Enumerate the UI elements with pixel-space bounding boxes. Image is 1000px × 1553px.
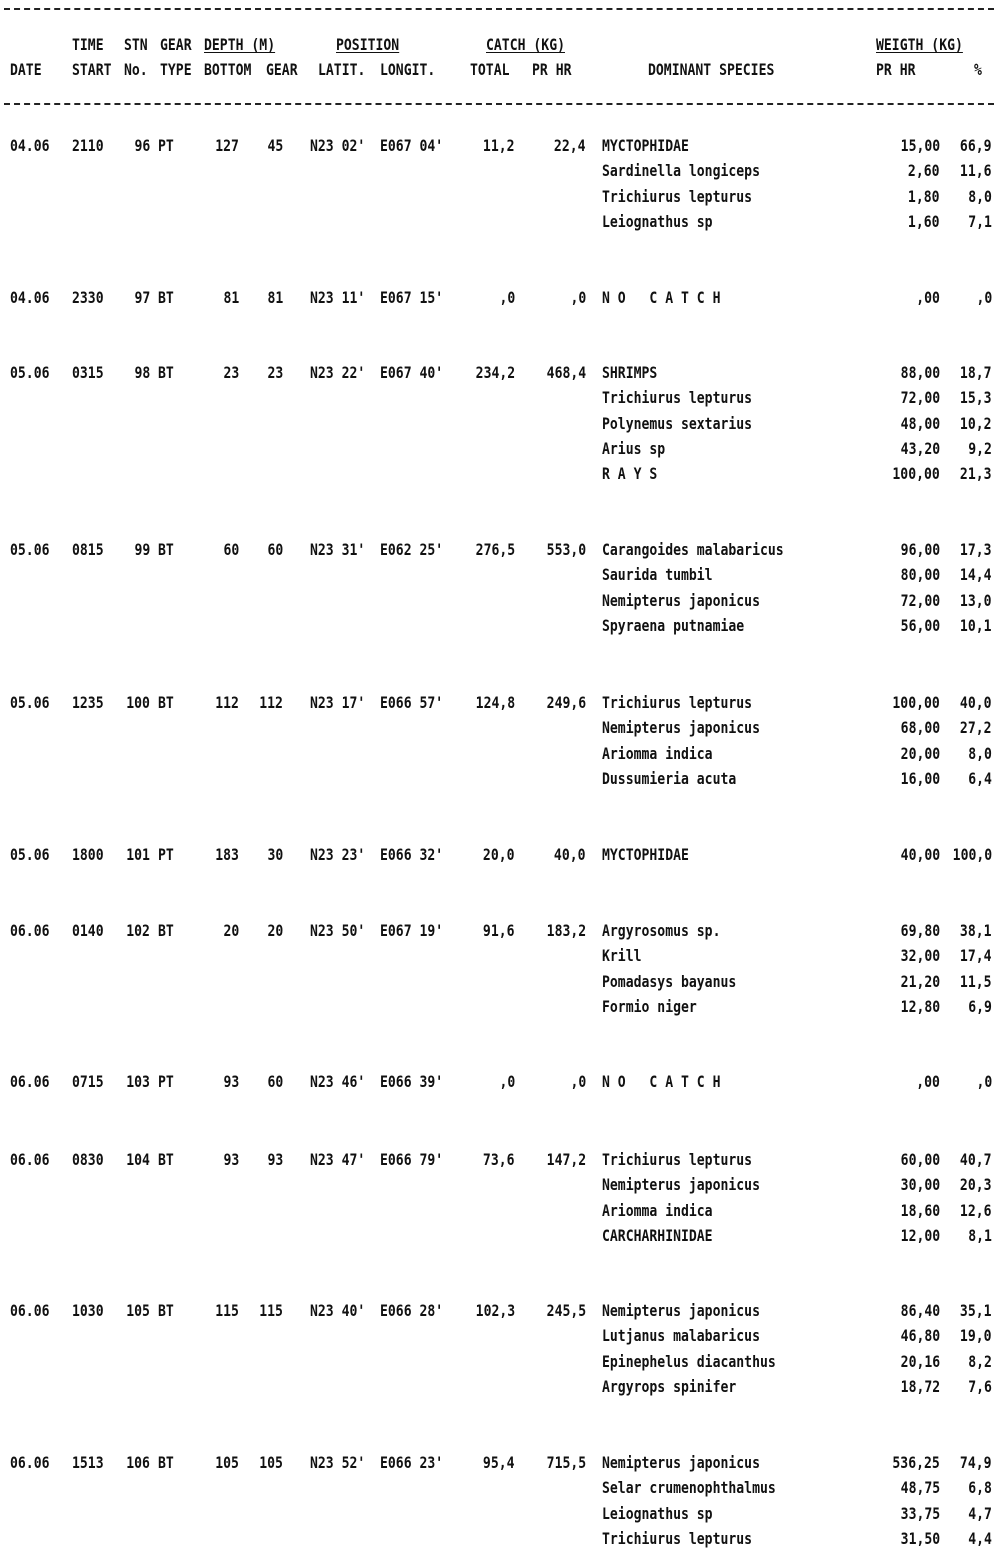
header-gear: GEAR — [160, 35, 192, 54]
species-percent: 17,3 — [960, 540, 992, 559]
species-percent: 6,8 — [968, 1478, 992, 1497]
species-percent: 17,4 — [960, 946, 992, 965]
species-name: Epinephelus diacanthus — [602, 1352, 776, 1371]
station-gear: BT — [158, 363, 174, 382]
station-stn: 105 — [126, 1301, 150, 1320]
species-weight: ,00 — [916, 288, 940, 307]
station-lat: N23 23' — [310, 845, 366, 864]
station-lon: E066 32' — [380, 845, 444, 864]
species-weight: 32,00 — [900, 946, 940, 965]
species-weight: 2,60 — [908, 161, 940, 180]
species-percent: 6,9 — [968, 997, 992, 1016]
species-percent: 18,7 — [960, 363, 992, 382]
station-stn: 102 — [126, 921, 150, 940]
station-date: 06.06 — [10, 1453, 50, 1472]
station-time: 0715 — [72, 1072, 104, 1091]
species-percent: 15,3 — [960, 388, 992, 407]
header-time: TIME — [72, 35, 104, 54]
species-name: Argyrosomus sp. — [602, 921, 721, 940]
species-name: Arius sp — [602, 439, 666, 458]
species-weight: 72,00 — [900, 591, 940, 610]
species-percent: 11,5 — [960, 972, 992, 991]
station-depth-bottom: 112 — [215, 693, 239, 712]
station-date: 05.06 — [10, 693, 50, 712]
station-lon: E066 79' — [380, 1150, 444, 1169]
species-weight: 46,80 — [900, 1326, 940, 1345]
species-weight: 21,20 — [900, 972, 940, 991]
station-lat: N23 47' — [310, 1150, 366, 1169]
species-weight: 18,72 — [900, 1377, 940, 1396]
species-percent: 21,3 — [960, 464, 992, 483]
species-weight: 48,75 — [900, 1478, 940, 1497]
station-depth-gear: 45 — [267, 136, 283, 155]
station-gear: BT — [158, 1150, 174, 1169]
station-total: 11,2 — [483, 136, 515, 155]
header-stn: STN — [124, 35, 148, 54]
station-stn: 96 — [134, 136, 150, 155]
species-weight: 80,00 — [900, 565, 940, 584]
header-position: POSITION — [336, 35, 400, 54]
species-weight: 20,00 — [900, 744, 940, 763]
species-percent: 8,0 — [968, 187, 992, 206]
station-depth-bottom: 60 — [223, 540, 239, 559]
station-stn: 97 — [134, 288, 150, 307]
species-percent: 10,1 — [960, 616, 992, 635]
species-name: Nemipterus japonicus — [602, 1301, 760, 1320]
station-depth-gear: 112 — [259, 693, 283, 712]
header-bottom: BOTTOM — [204, 60, 252, 79]
station-lat: N23 52' — [310, 1453, 366, 1472]
header-weigth: WEIGTH (KG) — [876, 35, 963, 54]
station-lat: N23 31' — [310, 540, 366, 559]
species-weight: 43,20 — [900, 439, 940, 458]
station-lon: E067 19' — [380, 921, 444, 940]
station-total: 91,6 — [483, 921, 515, 940]
station-date: 06.06 — [10, 1072, 50, 1091]
species-percent: 7,6 — [968, 1377, 992, 1396]
species-name: Saurida tumbil — [602, 565, 713, 584]
species-percent: ,0 — [976, 1072, 992, 1091]
station-gear: PT — [158, 1072, 174, 1091]
species-name: N O C A T C H — [602, 1072, 721, 1091]
header-gear-depth: GEAR — [266, 60, 298, 79]
species-name: N O C A T C H — [602, 288, 721, 307]
species-name: Selar crumenophthalmus — [602, 1478, 776, 1497]
station-stn: 98 — [134, 363, 150, 382]
station-prhr: 468,4 — [546, 363, 586, 382]
species-percent: 8,2 — [968, 1352, 992, 1371]
header-catch: CATCH (KG) — [486, 35, 565, 54]
species-percent: 74,9 — [960, 1453, 992, 1472]
station-stn: 103 — [126, 1072, 150, 1091]
header-type: TYPE — [160, 60, 192, 79]
station-date: 05.06 — [10, 363, 50, 382]
station-time: 2330 — [72, 288, 104, 307]
species-percent: 35,1 — [960, 1301, 992, 1320]
station-prhr: 553,0 — [546, 540, 586, 559]
species-name: Pomadasys bayanus — [602, 972, 737, 991]
species-name: Krill — [602, 946, 642, 965]
station-date: 04.06 — [10, 288, 50, 307]
station-gear: BT — [158, 288, 174, 307]
station-stn: 99 — [134, 540, 150, 559]
station-lon: E066 23' — [380, 1453, 444, 1472]
species-percent: 11,6 — [960, 161, 992, 180]
species-name: Polynemus sextarius — [602, 414, 753, 433]
header-prhr: PR HR — [532, 60, 572, 79]
station-prhr: 40,0 — [554, 845, 586, 864]
header-no: No. — [124, 60, 148, 79]
species-percent: 10,2 — [960, 414, 992, 433]
station-lat: N23 02' — [310, 136, 366, 155]
species-name: Trichiurus lepturus — [602, 388, 753, 407]
species-weight: 100,00 — [892, 693, 940, 712]
station-prhr: 147,2 — [546, 1150, 586, 1169]
station-date: 04.06 — [10, 136, 50, 155]
station-depth-bottom: 183 — [215, 845, 239, 864]
header-depth: DEPTH (M) — [204, 35, 276, 54]
header-rule — [4, 103, 994, 105]
station-total: 95,4 — [483, 1453, 515, 1472]
species-name: Trichiurus lepturus — [602, 693, 753, 712]
station-depth-gear: 20 — [267, 921, 283, 940]
station-lat: N23 50' — [310, 921, 366, 940]
station-prhr: 245,5 — [546, 1301, 586, 1320]
species-weight: 96,00 — [900, 540, 940, 559]
station-depth-bottom: 105 — [215, 1453, 239, 1472]
species-percent: 100,0 — [952, 845, 992, 864]
header-longit: LONGIT. — [380, 60, 436, 79]
station-stn: 104 — [126, 1150, 150, 1169]
station-depth-bottom: 93 — [223, 1072, 239, 1091]
station-date: 06.06 — [10, 921, 50, 940]
station-prhr: 183,2 — [546, 921, 586, 940]
species-name: Lutjanus malabaricus — [602, 1326, 760, 1345]
species-name: Nemipterus japonicus — [602, 718, 760, 737]
species-name: SHRIMPS — [602, 363, 658, 382]
species-name: Trichiurus lepturus — [602, 1529, 753, 1548]
species-name: R A Y S — [602, 464, 658, 483]
station-depth-gear: 23 — [267, 363, 283, 382]
species-weight: 86,40 — [900, 1301, 940, 1320]
header-date: DATE — [10, 60, 42, 79]
species-name: Nemipterus japonicus — [602, 1453, 760, 1472]
species-name: CARCHARHINIDAE — [602, 1226, 713, 1245]
species-percent: 7,1 — [968, 212, 992, 231]
station-lon: E062 25' — [380, 540, 444, 559]
species-percent: 14,4 — [960, 565, 992, 584]
species-name: Trichiurus lepturus — [602, 1150, 753, 1169]
station-total: 276,5 — [475, 540, 515, 559]
station-depth-gear: 81 — [267, 288, 283, 307]
station-lon: E067 15' — [380, 288, 444, 307]
station-depth-bottom: 81 — [223, 288, 239, 307]
species-percent: ,0 — [976, 288, 992, 307]
species-percent: 12,6 — [960, 1201, 992, 1220]
species-percent: 8,1 — [968, 1226, 992, 1245]
species-weight: 12,80 — [900, 997, 940, 1016]
species-percent: 66,9 — [960, 136, 992, 155]
species-name: Trichiurus lepturus — [602, 187, 753, 206]
station-stn: 101 — [126, 845, 150, 864]
species-name: MYCTOPHIDAE — [602, 845, 689, 864]
species-percent: 9,2 — [968, 439, 992, 458]
species-weight: 12,00 — [900, 1226, 940, 1245]
species-percent: 13,0 — [960, 591, 992, 610]
header-latit: LATIT. — [318, 60, 366, 79]
header-total: TOTAL — [470, 60, 510, 79]
station-gear: BT — [158, 921, 174, 940]
station-lon: E066 39' — [380, 1072, 444, 1091]
header-start: START — [72, 60, 112, 79]
station-total: 73,6 — [483, 1150, 515, 1169]
station-time: 0815 — [72, 540, 104, 559]
station-lat: N23 40' — [310, 1301, 366, 1320]
station-depth-gear: 60 — [267, 540, 283, 559]
species-weight: 30,00 — [900, 1175, 940, 1194]
station-lat: N23 46' — [310, 1072, 366, 1091]
station-total: 102,3 — [475, 1301, 515, 1320]
station-depth-bottom: 127 — [215, 136, 239, 155]
species-percent: 40,7 — [960, 1150, 992, 1169]
species-name: MYCTOPHIDAE — [602, 136, 689, 155]
species-name: Sardinella longiceps — [602, 161, 760, 180]
station-gear: BT — [158, 693, 174, 712]
species-percent: 20,3 — [960, 1175, 992, 1194]
station-depth-gear: 30 — [267, 845, 283, 864]
station-date: 06.06 — [10, 1301, 50, 1320]
species-percent: 4,7 — [968, 1504, 992, 1523]
station-total: ,0 — [499, 1072, 515, 1091]
species-weight: 20,16 — [900, 1352, 940, 1371]
species-percent: 19,0 — [960, 1326, 992, 1345]
station-gear: BT — [158, 540, 174, 559]
species-name: Formio niger — [602, 997, 697, 1016]
species-percent: 38,1 — [960, 921, 992, 940]
species-percent: 27,2 — [960, 718, 992, 737]
station-depth-gear: 115 — [259, 1301, 283, 1320]
species-weight: 68,00 — [900, 718, 940, 737]
species-percent: 4,4 — [968, 1529, 992, 1548]
species-name: Spyraena putnamiae — [602, 616, 745, 635]
species-weight: 56,00 — [900, 616, 940, 635]
species-weight: 16,00 — [900, 769, 940, 788]
station-prhr: 249,6 — [546, 693, 586, 712]
species-weight: 72,00 — [900, 388, 940, 407]
station-total: 234,2 — [475, 363, 515, 382]
species-name: Ariomma indica — [602, 1201, 713, 1220]
station-lat: N23 17' — [310, 693, 366, 712]
species-name: Carangoides malabaricus — [602, 540, 784, 559]
station-time: 1800 — [72, 845, 104, 864]
species-weight: 1,80 — [908, 187, 940, 206]
station-time: 1030 — [72, 1301, 104, 1320]
species-weight: 18,60 — [900, 1201, 940, 1220]
species-percent: 6,4 — [968, 769, 992, 788]
station-time: 0140 — [72, 921, 104, 940]
station-depth-bottom: 20 — [223, 921, 239, 940]
species-weight: ,00 — [916, 1072, 940, 1091]
species-name: Argyrops spinifer — [602, 1377, 737, 1396]
species-weight: 60,00 — [900, 1150, 940, 1169]
species-weight: 536,25 — [892, 1453, 940, 1472]
station-lon: E066 28' — [380, 1301, 444, 1320]
top-rule — [4, 8, 994, 10]
station-prhr: 22,4 — [554, 136, 586, 155]
station-date: 06.06 — [10, 1150, 50, 1169]
station-total: 20,0 — [483, 845, 515, 864]
species-name: Nemipterus japonicus — [602, 1175, 760, 1194]
station-lat: N23 22' — [310, 363, 366, 382]
station-date: 05.06 — [10, 540, 50, 559]
station-depth-gear: 93 — [267, 1150, 283, 1169]
station-lat: N23 11' — [310, 288, 366, 307]
header-percent: % — [974, 60, 982, 79]
species-weight: 100,00 — [892, 464, 940, 483]
station-lon: E067 40' — [380, 363, 444, 382]
header-weight-prhr: PR HR — [876, 60, 916, 79]
station-date: 05.06 — [10, 845, 50, 864]
species-name: Nemipterus japonicus — [602, 591, 760, 610]
species-name: Leiognathus sp — [602, 1504, 713, 1523]
species-percent: 8,0 — [968, 744, 992, 763]
header-species: DOMINANT SPECIES — [648, 60, 775, 79]
station-time: 1513 — [72, 1453, 104, 1472]
station-time: 1235 — [72, 693, 104, 712]
station-prhr: 715,5 — [546, 1453, 586, 1472]
station-total: ,0 — [499, 288, 515, 307]
species-name: Leiognathus sp — [602, 212, 713, 231]
station-total: 124,8 — [475, 693, 515, 712]
station-time: 0830 — [72, 1150, 104, 1169]
species-weight: 88,00 — [900, 363, 940, 382]
station-prhr: ,0 — [570, 288, 586, 307]
station-gear: PT — [158, 845, 174, 864]
species-weight: 48,00 — [900, 414, 940, 433]
station-prhr: ,0 — [570, 1072, 586, 1091]
station-depth-gear: 105 — [259, 1453, 283, 1472]
station-gear: PT — [158, 136, 174, 155]
station-gear: BT — [158, 1301, 174, 1320]
species-weight: 15,00 — [900, 136, 940, 155]
species-weight: 69,80 — [900, 921, 940, 940]
station-time: 0315 — [72, 363, 104, 382]
species-weight: 31,50 — [900, 1529, 940, 1548]
species-weight: 33,75 — [900, 1504, 940, 1523]
station-depth-bottom: 93 — [223, 1150, 239, 1169]
station-depth-gear: 60 — [267, 1072, 283, 1091]
species-name: Ariomma indica — [602, 744, 713, 763]
station-stn: 100 — [126, 693, 150, 712]
station-gear: BT — [158, 1453, 174, 1472]
station-lon: E067 04' — [380, 136, 444, 155]
species-weight: 1,60 — [908, 212, 940, 231]
station-depth-bottom: 23 — [223, 363, 239, 382]
species-percent: 40,0 — [960, 693, 992, 712]
station-depth-bottom: 115 — [215, 1301, 239, 1320]
station-time: 2110 — [72, 136, 104, 155]
species-weight: 40,00 — [900, 845, 940, 864]
station-stn: 106 — [126, 1453, 150, 1472]
species-name: Dussumieria acuta — [602, 769, 737, 788]
station-lon: E066 57' — [380, 693, 444, 712]
